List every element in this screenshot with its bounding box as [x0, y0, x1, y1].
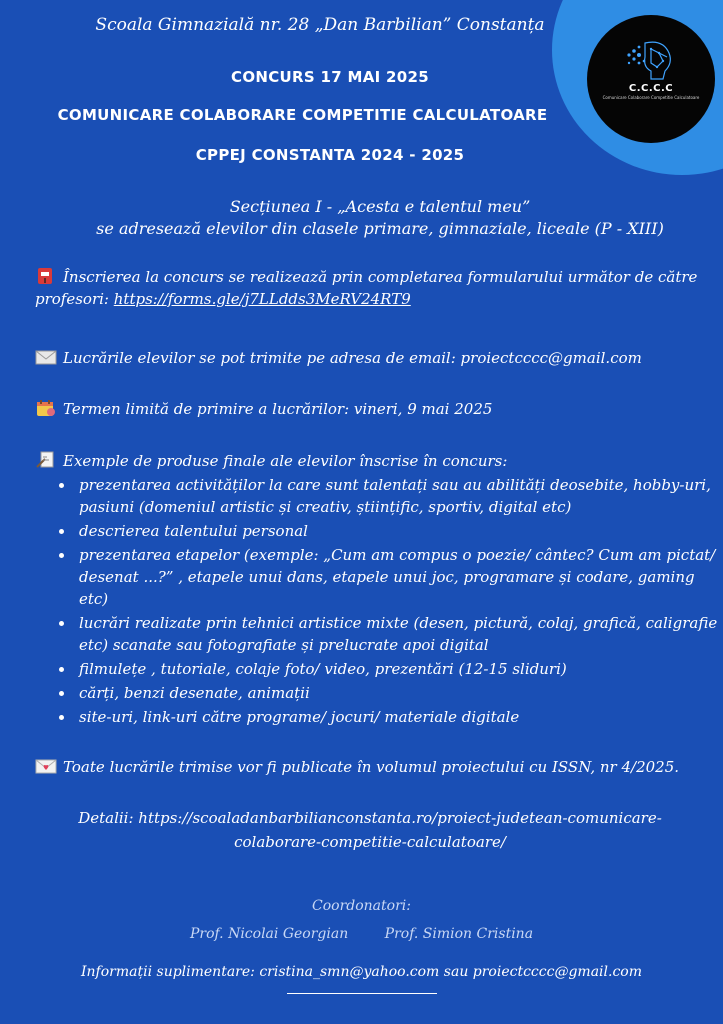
registration-paragraph	[35, 266, 705, 310]
list-item: • descrierea talentului personal	[75, 520, 723, 542]
list-item: • cărți, benzi desenate, animații	[75, 682, 723, 704]
school-name: Scoala Gimnazială nr. 28 „Dan Barbilian” Constanța	[95, 15, 545, 35]
coordinators-names	[0, 926, 723, 942]
list-item: • site-uri, link-uri către programe/ jocuri/ materiale digitale	[75, 706, 723, 728]
logo-title: C.C.C.C	[628, 83, 674, 94]
deadline-text: Termen limită de primire a lucrărilor: vineri, 9 mai 2025	[63, 400, 493, 418]
deadline-paragraph	[35, 398, 705, 420]
cppej-heading: CPPEJ CONSTANTA 2024 - 2025	[195, 146, 465, 164]
logo-subtitle: Comunicare Colaborare Competitie Calculatoare	[602, 95, 700, 100]
coordinator-name: Prof. Simion Cristina	[384, 926, 534, 942]
registration-text: Înscrierea la concurs se realizează prin completarea formularului următor de către profesori:	[35, 268, 698, 308]
examples-list	[55, 474, 723, 730]
project-name-heading: COMUNICARE COLABORARE COMPETITIE CALCULATOARE	[57, 106, 548, 124]
envelope-icon	[35, 348, 57, 366]
love-letter-icon	[35, 757, 57, 775]
list-item: • prezentarea etapelor (exemple: „Cum am compus o poezie/ cântec? Cum am pictat/ desenat ...?” , etapele unui dans, etapele unui joc, programare și codare, gaming etc)	[75, 544, 723, 610]
publication-text: Toate lucrările trimise vor fi publicate în volumul proiectului cu ISSN, nr 4/2025.	[63, 758, 680, 776]
mailbox-icon	[35, 267, 57, 285]
email-note: Lucrările elevilor se pot trimite pe adresa de email: proiectcccc@gmail.com	[63, 349, 642, 367]
section-audience: se adresează elevilor din clasele primare, gimnaziale, liceale (P - XIII)	[96, 219, 664, 238]
calendar-icon	[35, 399, 57, 417]
list-item: • prezentarea activităților la care sunt talentați sau au abilități deosebite, hobby-uri, pasiuni (domeniul artistic și creativ, științific, sportiv, digital etc)	[75, 474, 723, 518]
examples-intro: Exemple de produse finale ale elevilor înscrise în concurs:	[63, 452, 508, 470]
list-item: • lucrări realizate prin tehnici artistice mixte (desen, pictură, colaj, grafică, caligrafie etc) scanate sau fotografiate și prelucrate apoi digital	[75, 612, 723, 656]
section-block	[60, 196, 700, 240]
registration-form-link[interactable]: https://forms.gle/j7LLdds3MeRV24RT9	[113, 290, 411, 308]
robot-head-icon	[623, 37, 679, 81]
list-item: • filmulețe , tutoriale, colaje foto/ video, prezentări (12-15 sliduri)	[75, 658, 723, 680]
contest-date-heading: CONCURS 17 MAI 2025	[231, 68, 429, 86]
examples-intro-paragraph	[35, 450, 705, 472]
coordinator-name: Prof. Nicolai Georgian	[189, 926, 349, 942]
section-title: Secțiunea I - „Acesta e talentul meu”	[229, 197, 531, 216]
email-paragraph	[35, 347, 705, 369]
additional-info: Informații suplimentare: cristina_smn@yahoo.com sau proiectcccc@gmail.com	[81, 964, 642, 980]
details-link[interactable]: Detalii: https://scoaladanbarbilianconstanta.ro/proiect-judetean-comunicare-colaborare-competitie-calculatoare/	[78, 809, 662, 851]
memo-icon	[35, 451, 57, 469]
footer-divider	[287, 993, 437, 994]
coordinators-label: Coordonatori:	[312, 898, 411, 914]
publication-paragraph	[35, 756, 705, 778]
